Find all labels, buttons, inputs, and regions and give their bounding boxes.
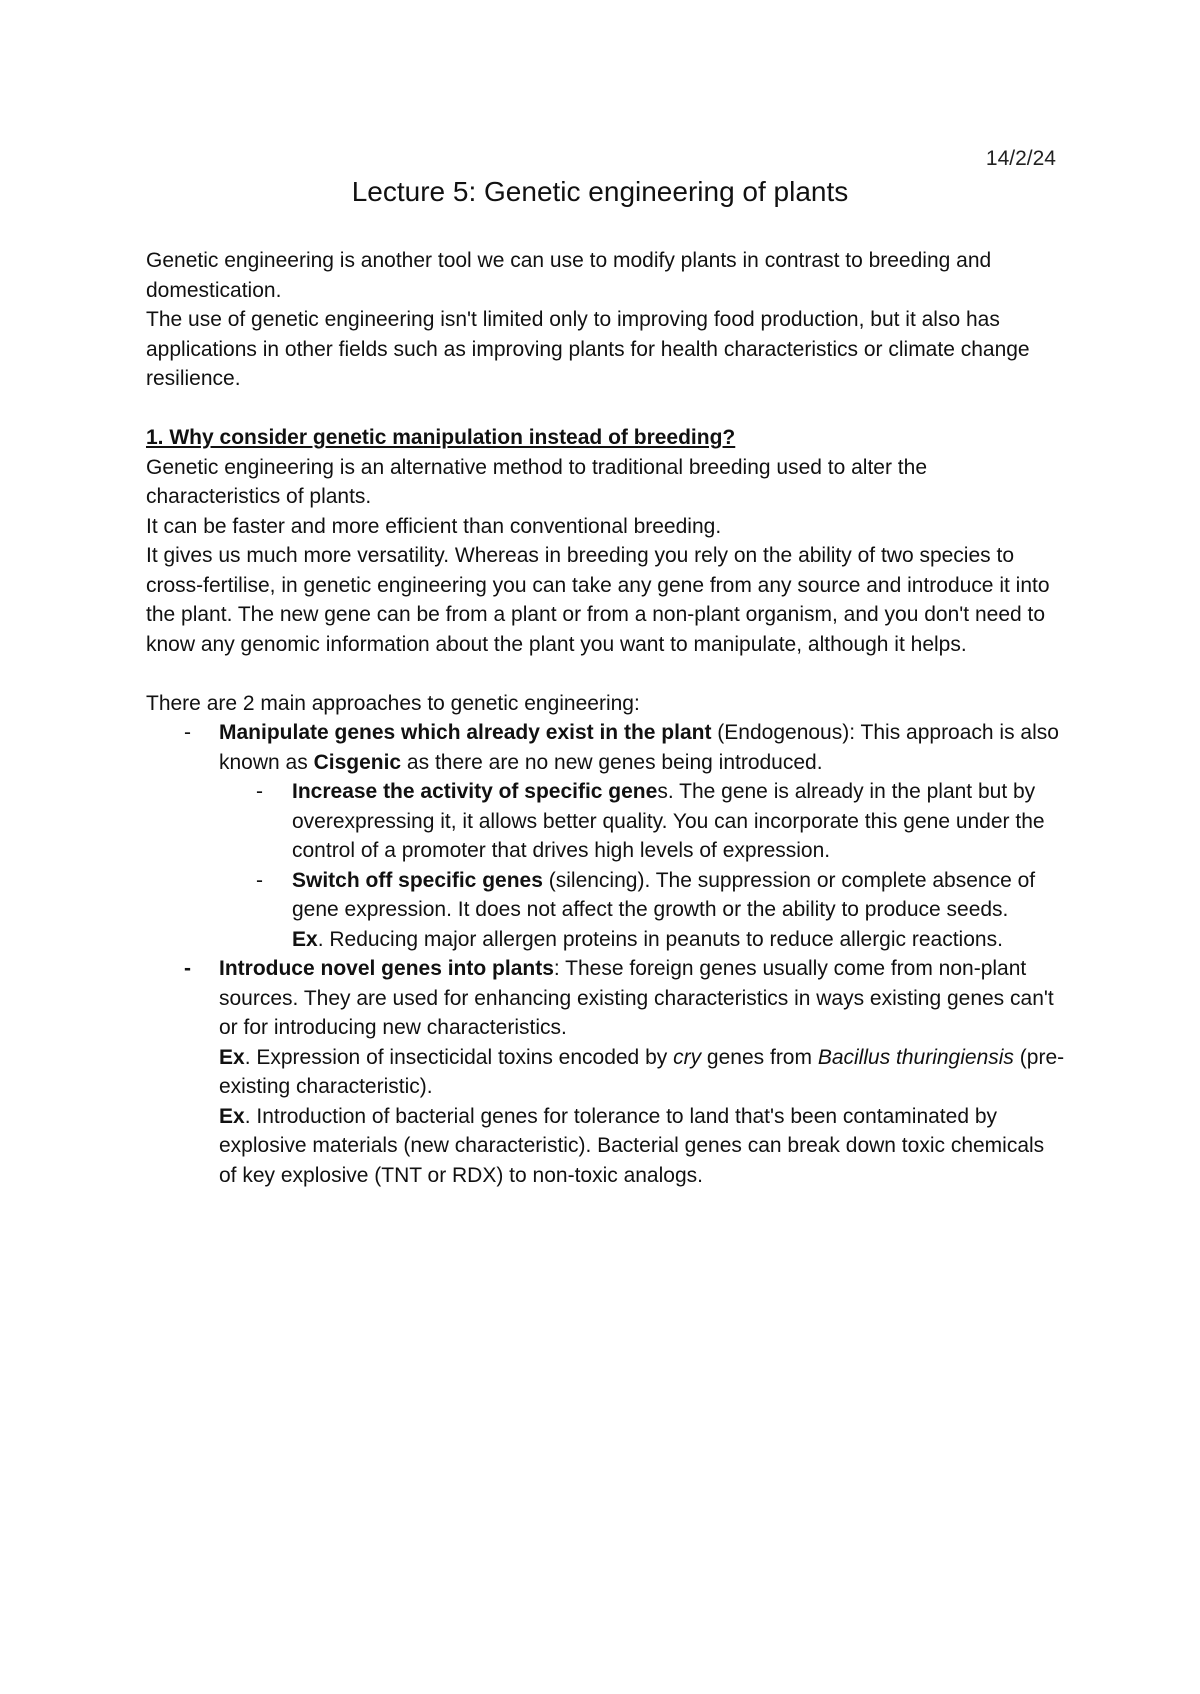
bold-term: Cisgenic xyxy=(313,750,402,774)
example-text: . Introduction of bacterial genes for tolerance to land that's been contaminated by explosive materials (new characteristic). Bacterial genes can break down toxic chemicals of key explosive (TNT or RDX) to non-toxic analogs. xyxy=(219,1104,1045,1187)
example-text: genes from xyxy=(701,1045,818,1069)
example-bacterial-genes xyxy=(146,1102,1066,1191)
intro-paragraph-2: The use of genetic engineering isn't limited only to improving food production, but it also has applications in other fields such as improving plants for health characteristics or climate change resilience. xyxy=(146,308,1030,390)
bold-term: Manipulate genes which already exist in the plant xyxy=(219,721,712,744)
page-title: Lecture 5: Genetic engineering of plants xyxy=(351,176,849,207)
item-text: s. The gene is already in the plant but by overexpressing it, it allows better quality. You can incorporate this gene under the control of a promoter that drives high levels of expression. xyxy=(292,780,1045,862)
section-paragraph-2: It can be faster and more efficient than conventional breeding. xyxy=(146,514,722,538)
example-peanuts xyxy=(146,925,1066,955)
example-label: Ex xyxy=(219,1104,245,1128)
item-text: : These foreign genes usually come from non-plant sources. They are used for enhancing existing characteristics in ways existing genes can't or for introducing new characteristics. xyxy=(219,957,1054,1039)
item-text: (Endogenous): This approach is also known as xyxy=(219,721,1059,774)
italic-term: Bacillus thuringiensis xyxy=(817,1045,1014,1069)
spacer xyxy=(146,659,1066,689)
example-label: Ex xyxy=(219,1045,245,1069)
example-text: . Expression of insecticidal toxins encoded by xyxy=(244,1045,674,1069)
list-item-endogenous xyxy=(146,718,1066,777)
document-body xyxy=(146,246,1066,1190)
item-text: as there are no new genes being introduced. xyxy=(401,750,823,774)
bullet-dash: - xyxy=(184,957,191,980)
spacer xyxy=(146,394,1066,424)
example-text: (pre-existing characteristic). xyxy=(219,1045,1065,1098)
list-item-switch-off xyxy=(146,866,1066,925)
bold-term: Switch off specific genes xyxy=(292,868,543,892)
approaches-intro: There are 2 main approaches to genetic engineering: xyxy=(146,691,640,715)
italic-term: cry xyxy=(673,1045,702,1069)
section-paragraph-3: It gives us much more versatility. Whereas in breeding you rely on the ability of two species to cross-fertilise, in genetic engineering you can take any gene from any source and introduce it into the plant. The new gene can be from a plant or from a non-plant organism, and you don't need to know any genomic information about the plant you want to manipulate, although it helps. xyxy=(146,544,1050,656)
section-heading: 1. Why consider genetic manipulation instead of breeding? xyxy=(146,426,736,449)
intro-paragraph-1: Genetic engineering is another tool we can use to modify plants in contrast to breeding and domestication. xyxy=(146,249,992,302)
list-item-novel-genes xyxy=(146,954,1066,1043)
example-label: Ex xyxy=(292,927,318,951)
section-paragraph-1: Genetic engineering is an alternative method to traditional breeding used to alter the characteristics of plants. xyxy=(146,455,927,508)
example-text: . Reducing major allergen proteins in peanuts to reduce allergic reactions. xyxy=(317,927,1003,951)
list-item-increase-activity xyxy=(146,777,1066,866)
example-cry-genes xyxy=(146,1043,1066,1102)
date-label: 14/2/24 xyxy=(985,147,1056,170)
bullet-dash: - xyxy=(256,868,263,892)
item-text: (silencing). The suppression or complete absence of gene expression. It does not affect the growth or the ability to produce seeds. xyxy=(292,868,1036,921)
bullet-dash: - xyxy=(256,780,263,803)
bold-term: Increase the activity of specific gene xyxy=(292,780,658,803)
bold-term: Introduce novel genes into plants xyxy=(219,957,554,980)
bullet-dash: - xyxy=(184,721,191,744)
